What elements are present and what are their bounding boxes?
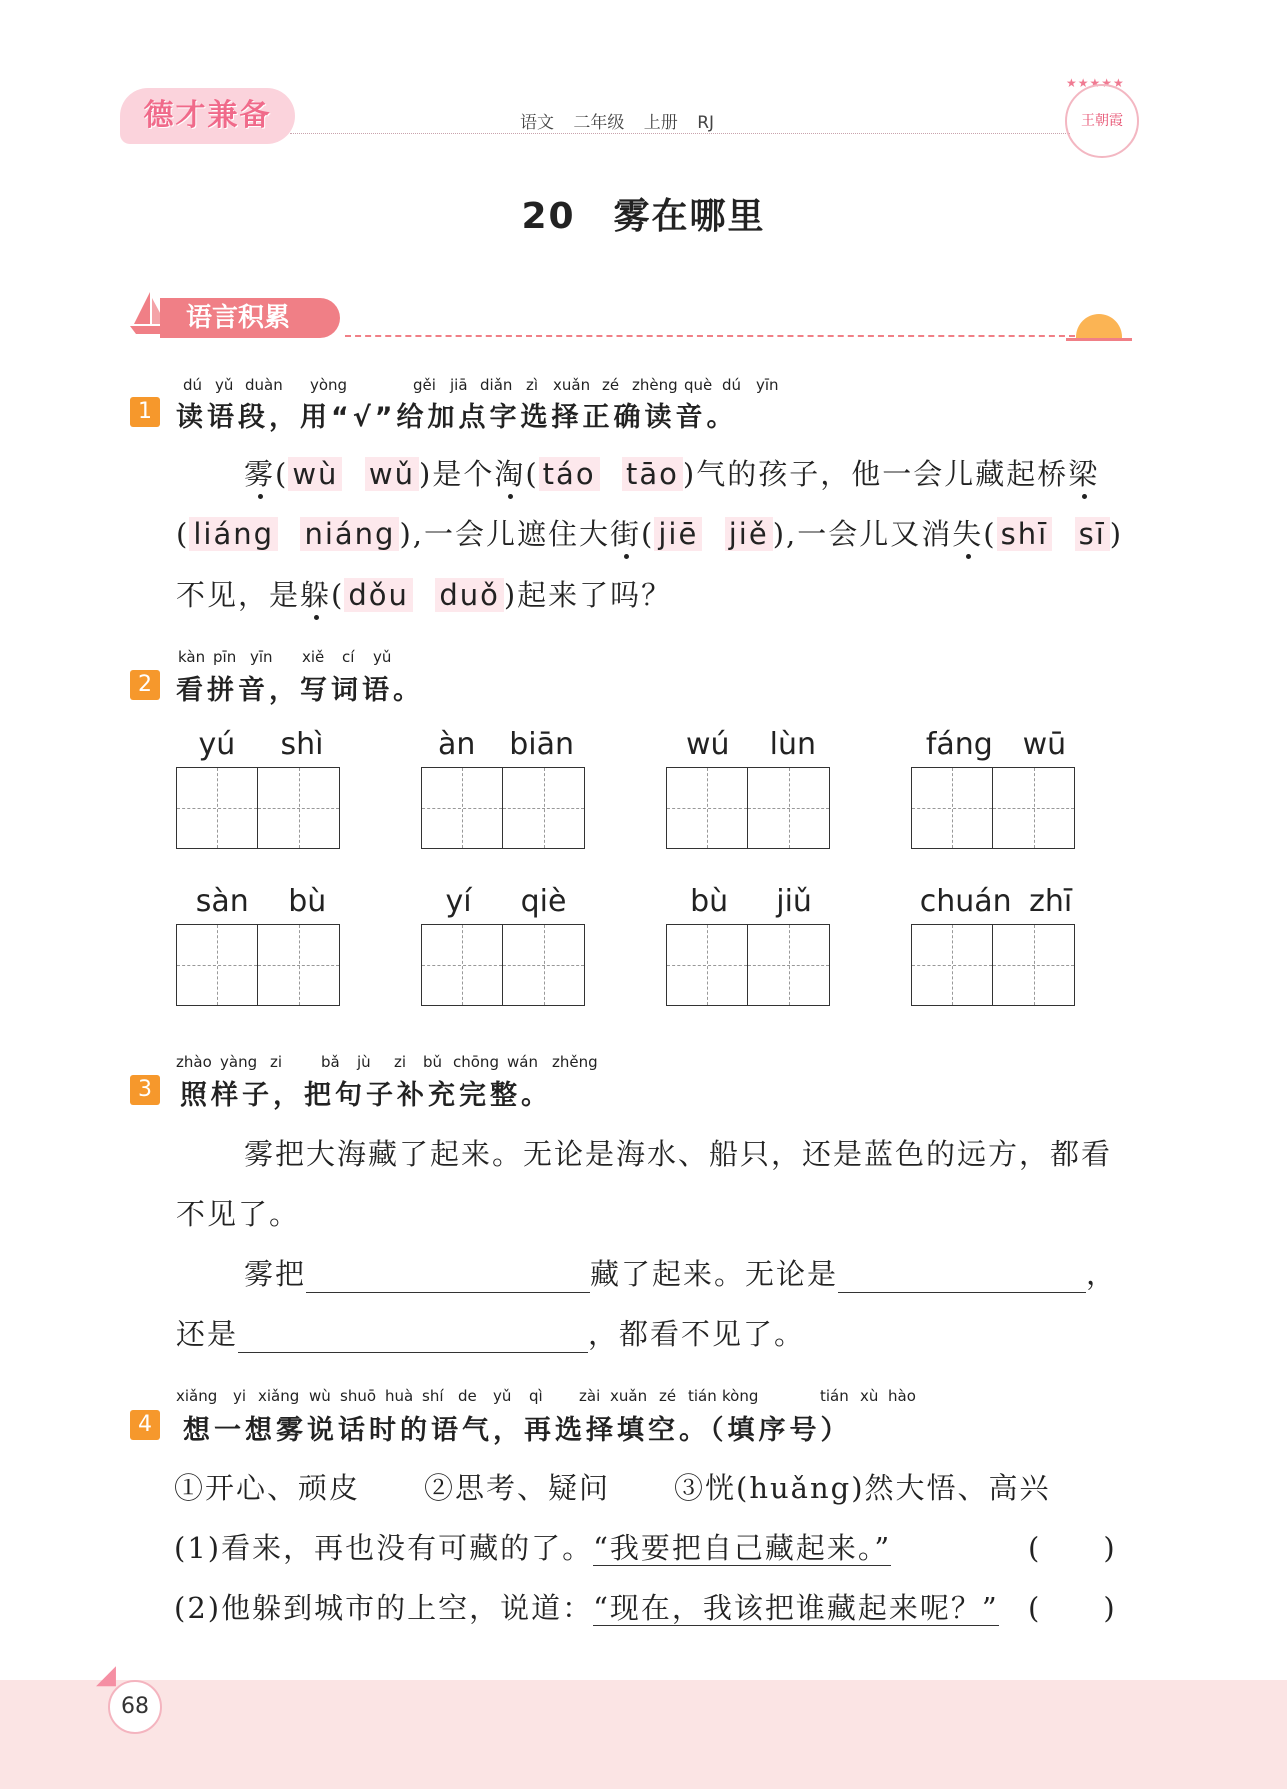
dolphin-icon: ◢ — [96, 1660, 116, 1690]
writing-box[interactable] — [421, 767, 503, 849]
example-line-1: 雾把大海藏了起来。无论是海水、船只，还是蓝色的远方，都看 — [244, 1137, 1113, 1171]
brand-logo: 德才兼备 — [120, 88, 295, 144]
pinyin-yi: yi — [233, 1387, 247, 1405]
answer-blank[interactable] — [838, 1264, 1086, 1293]
pinyin-jiā: jiā — [450, 376, 468, 394]
pinyin-tián: tián — [820, 1387, 849, 1405]
pinyin-gěi: gěi — [413, 376, 436, 394]
writing-box[interactable] — [666, 924, 748, 1006]
writing-box[interactable] — [993, 767, 1075, 849]
dotted-char: 街 — [610, 517, 642, 551]
writing-box[interactable] — [176, 924, 258, 1006]
writing-box[interactable] — [176, 767, 258, 849]
pinyin-wán: wán — [507, 1053, 538, 1071]
writing-box[interactable] — [503, 924, 585, 1006]
option-wǔ[interactable]: wǔ — [365, 457, 419, 491]
dotted-char: 梁 — [1068, 457, 1100, 491]
passage-line-2: ( liáng niáng ),一会儿遮住大街( jiē jiě ),一会儿又消失( shī sī ) — [176, 517, 1124, 551]
writing-box[interactable] — [748, 767, 830, 849]
pinyin-yǔ: yǔ — [215, 376, 234, 394]
pinyin-huà: huà — [385, 1387, 414, 1405]
word-grid: bù jiǔ — [666, 884, 836, 1006]
passage-line-1: 雾( wù wǔ )是个淘( táo tāo )气的孩子，他一会儿藏起桥梁 — [244, 457, 1100, 491]
question-number: 4 — [130, 1410, 160, 1440]
pinyin-dú: dú — [183, 376, 203, 394]
pinyin-yǔ: yǔ — [373, 648, 392, 666]
footer-band — [0, 1680, 1287, 1789]
option-sī[interactable]: sī — [1075, 517, 1110, 551]
writing-box[interactable] — [421, 924, 503, 1006]
pinyin-zì: zì — [526, 376, 539, 394]
option-shī[interactable]: shī — [997, 517, 1053, 551]
pinyin-pīn: pīn — [213, 648, 237, 666]
choice-option-3: ③恍(huǎng)然大悟、高兴 — [674, 1471, 1051, 1505]
pinyin-yàng: yàng — [220, 1053, 258, 1071]
question-number: 1 — [130, 397, 160, 427]
pinyin-xuǎn: xuǎn — [553, 376, 591, 394]
question-number: 3 — [130, 1075, 160, 1105]
sunset-icon — [1076, 314, 1122, 338]
option-liáng[interactable]: liáng — [189, 517, 278, 551]
example-line-2: 不见了。 — [176, 1197, 301, 1231]
option-táo[interactable]: táo — [539, 457, 600, 491]
section-banner: 语言积累 — [160, 298, 340, 338]
pinyin-shuō: shuō — [340, 1387, 377, 1405]
answer-blank[interactable] — [306, 1264, 590, 1293]
writing-box[interactable] — [503, 767, 585, 849]
passage-line-3: 不见，是躲( dǒu duǒ )起来了吗？ — [176, 578, 673, 612]
pinyin-duàn: duàn — [245, 376, 283, 394]
pinyin-dú: dú — [722, 376, 742, 394]
option-jiě[interactable]: jiě — [725, 517, 773, 551]
option-wù[interactable]: wù — [288, 457, 342, 491]
pinyin-shí: shí — [422, 1387, 444, 1405]
writing-box[interactable] — [911, 767, 993, 849]
question-text: 看拼音，写词语。 — [176, 675, 424, 706]
option-dǒu[interactable]: dǒu — [344, 578, 413, 612]
answer-paren[interactable]: ( ) — [1028, 1531, 1117, 1565]
word-grid: chuán zhī — [911, 884, 1081, 1006]
pinyin-zé: zé — [602, 376, 620, 394]
pinyin-xiǎng: xiǎng — [258, 1387, 300, 1405]
word-grid: sàn bù — [176, 884, 346, 1006]
choice-option-1: ①开心、顽皮 — [174, 1471, 361, 1505]
word-grid: wú lùn — [666, 727, 836, 849]
fill-line-2: 还是 ，都看不见了。 — [176, 1317, 806, 1351]
pinyin-wù: wù — [309, 1387, 331, 1405]
question-number: 2 — [130, 670, 160, 700]
question-text: 读语段，用“√”给加点字选择正确读音。 — [176, 402, 738, 433]
horizon-line — [1066, 338, 1132, 341]
pinyin-qì: qì — [529, 1387, 543, 1405]
pinyin-zài: zài — [579, 1387, 601, 1405]
word-grid: àn biān — [421, 727, 591, 849]
pinyin-zé: zé — [659, 1387, 677, 1405]
word-grid: yú shì — [176, 727, 346, 849]
pinyin-yòng: yòng — [310, 376, 348, 394]
pinyin-zhèng: zhèng — [632, 376, 678, 394]
page-title: 20 雾在哪里 — [521, 196, 766, 237]
option-niáng[interactable]: niáng — [300, 517, 399, 551]
option-jiē[interactable]: jiē — [654, 517, 702, 551]
dotted-char: 淘 — [494, 457, 526, 491]
pinyin-yīn: yīn — [756, 376, 779, 394]
page-number: 68 — [108, 1680, 162, 1734]
pinyin-zi: zi — [394, 1053, 407, 1071]
item-1: (1)看来，再也没有可藏的了。“我要把自己藏起来。” — [174, 1531, 892, 1565]
pinyin-xuǎn: xuǎn — [610, 1387, 648, 1405]
pinyin-què: què — [684, 376, 713, 394]
dotted-char: 雾 — [244, 457, 276, 491]
writing-box[interactable] — [993, 924, 1075, 1006]
pinyin-de: de — [458, 1387, 477, 1405]
pinyin-xiǎng: xiǎng — [176, 1387, 218, 1405]
pinyin-kòng: kòng — [722, 1387, 759, 1405]
word-grid: yí qiè — [421, 884, 591, 1006]
pinyin-chōng: chōng — [453, 1053, 499, 1071]
word-grid: fáng wū — [911, 727, 1081, 849]
fill-line-1: 雾把 藏了起来。无论是 ， — [244, 1257, 1118, 1291]
answer-paren[interactable]: ( ) — [1028, 1591, 1117, 1625]
writing-box[interactable] — [258, 924, 340, 1006]
pinyin-cí: cí — [342, 648, 355, 666]
writing-box[interactable] — [258, 767, 340, 849]
choice-option-2: ②思考、疑问 — [424, 1471, 611, 1505]
writing-box[interactable] — [911, 924, 993, 1006]
header-info: 语文 二年级 上册 RJ — [520, 113, 715, 133]
author-seal: 王朝霞 — [1065, 84, 1139, 158]
pinyin-hào: hào — [888, 1387, 916, 1405]
writing-box[interactable] — [666, 767, 748, 849]
pinyin-xù: xù — [860, 1387, 879, 1405]
pinyin-yǔ: yǔ — [493, 1387, 512, 1405]
quote-underline: “我要把自己藏起来。” — [593, 1531, 892, 1565]
pinyin-yīn: yīn — [250, 648, 273, 666]
pinyin-jù: jù — [357, 1053, 371, 1071]
writing-box[interactable] — [748, 924, 830, 1006]
pinyin-zhěng: zhěng — [552, 1053, 598, 1071]
dotted-char: 失 — [952, 517, 984, 551]
pinyin-xiě: xiě — [302, 648, 325, 666]
quote-underline: “现在，我该把谁藏起来呢？” — [593, 1591, 999, 1625]
pinyin-diǎn: diǎn — [480, 376, 513, 394]
question-text: 想一想雾说话时的语气，再选择填空。（填序号） — [183, 1415, 852, 1446]
pinyin-tián: tián — [688, 1387, 717, 1405]
answer-blank[interactable] — [238, 1324, 588, 1353]
section-divider — [345, 335, 1075, 337]
header-divider — [290, 133, 1070, 134]
seal-stars: ★★★★★ — [1066, 76, 1125, 90]
question-text: 照样子，把句子补充完整。 — [180, 1080, 552, 1111]
pinyin-bǔ: bǔ — [423, 1053, 443, 1071]
pinyin-zi: zi — [270, 1053, 283, 1071]
pinyin-bǎ: bǎ — [321, 1053, 340, 1071]
item-2: (2)他躲到城市的上空，说道：“现在，我该把谁藏起来呢？” — [174, 1591, 999, 1625]
option-duǒ[interactable]: duǒ — [435, 578, 504, 612]
pinyin-zhào: zhào — [176, 1053, 212, 1071]
pinyin-kàn: kàn — [178, 648, 206, 666]
dotted-char: 躲 — [300, 578, 332, 612]
option-tāo[interactable]: tāo — [622, 457, 683, 491]
